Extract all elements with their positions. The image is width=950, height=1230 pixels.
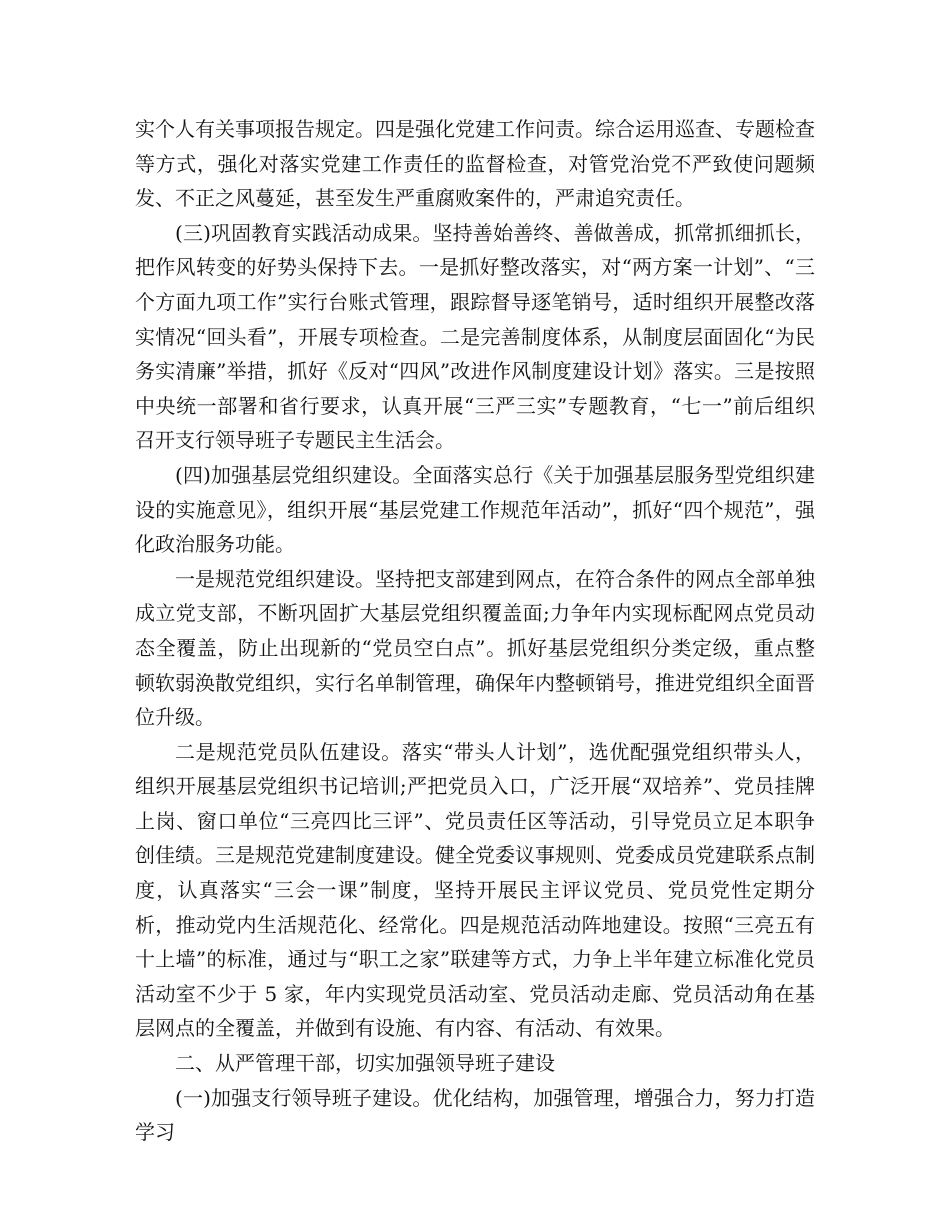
- paragraph-continued: 实个人有关事项报告规定。四是强化党建工作问责。综合运用巡查、专题检查等方式，强化对落实党建工作责任的监督检查，对管党治党不严致使问题频发、不正之风蔓延，甚至发生严重腐败案件的，严肃追究责任。: [135, 117, 815, 211]
- document-body: [135, 112, 815, 1150]
- section-heading: 二、从严管理干部，切实加强领导班子建设: [175, 1051, 555, 1076]
- paragraph-party-org: 一是规范党组织建设。坚持把支部建到网点，在符合条件的网点全部单独成立党支部，不断巩固扩大基层党组织覆盖面;力争年内实现标配网点党员动态全覆盖，防止出现新的“党员空白点”。抓好基层党组织分类定级，重点整顿软弱涣散党组织，实行名单制管理，确保年内整顿销号，推进党组织全面晋位升级。: [135, 566, 815, 730]
- paragraph-section-4: (四)加强基层党组织建设。全面落实总行《关于加强基层服务型党组织建设的实施意见》，组织开展“基层党建工作规范年活动”，抓好“四个规范”，强化政治服务功能。: [135, 462, 815, 557]
- paragraph-leadership: (一)加强支行领导班子建设。优化结构，加强管理，增强合力，努力打造学习: [135, 1085, 815, 1145]
- paragraph-member-team: 二是规范党员队伍建设。落实“带头人计划”，选优配强党组织带头人，组织开展基层党组织书记培训;严把党员入口，广泛开展“双培养”、党员挂牌上岗、窗口单位“三亮四比三评”、党员责任区等活动，引导党员立足本职争创佳绩。三是规范党建制度建设。健全党委议事规则、党委成员党建联系点制度，认真落实“三会一课”制度，坚持开展民主评议党员、党员党性定期分析，推动党内生活规范化、经常化。四是规范活动阵地建设。按照“三亮五有十上墙”的标准，通过与“职工之家”联建等方式，力争上半年建立标准化党员活动室不少于 5 家，年内实现党员活动室、党员活动走廊、党员活动角在基层网点的全覆盖，并做到有设施、有内容、有活动、有效果。: [135, 739, 815, 1041]
- paragraph-section-3: (三)巩固教育实践活动成果。坚持善始善终、善做善成，抓常抓细抓长，把作风转变的好势头保持下去。一是抓好整改落实，对“两方案一计划”、“三个方面九项工作”实行台账式管理，跟踪督导逐笔销号，适时组织开展整改落实情况“回头看”，开展专项检查。二是完善制度体系，从制度层面固化“为民务实清廉”举措，抓好《反对“四风”改进作风制度建设计划》落实。三是按照中央统一部署和省行要求，认真开展“三严三实”专题教育，“七一”前后组织召开支行领导班子专题民主生活会。: [135, 220, 815, 453]
